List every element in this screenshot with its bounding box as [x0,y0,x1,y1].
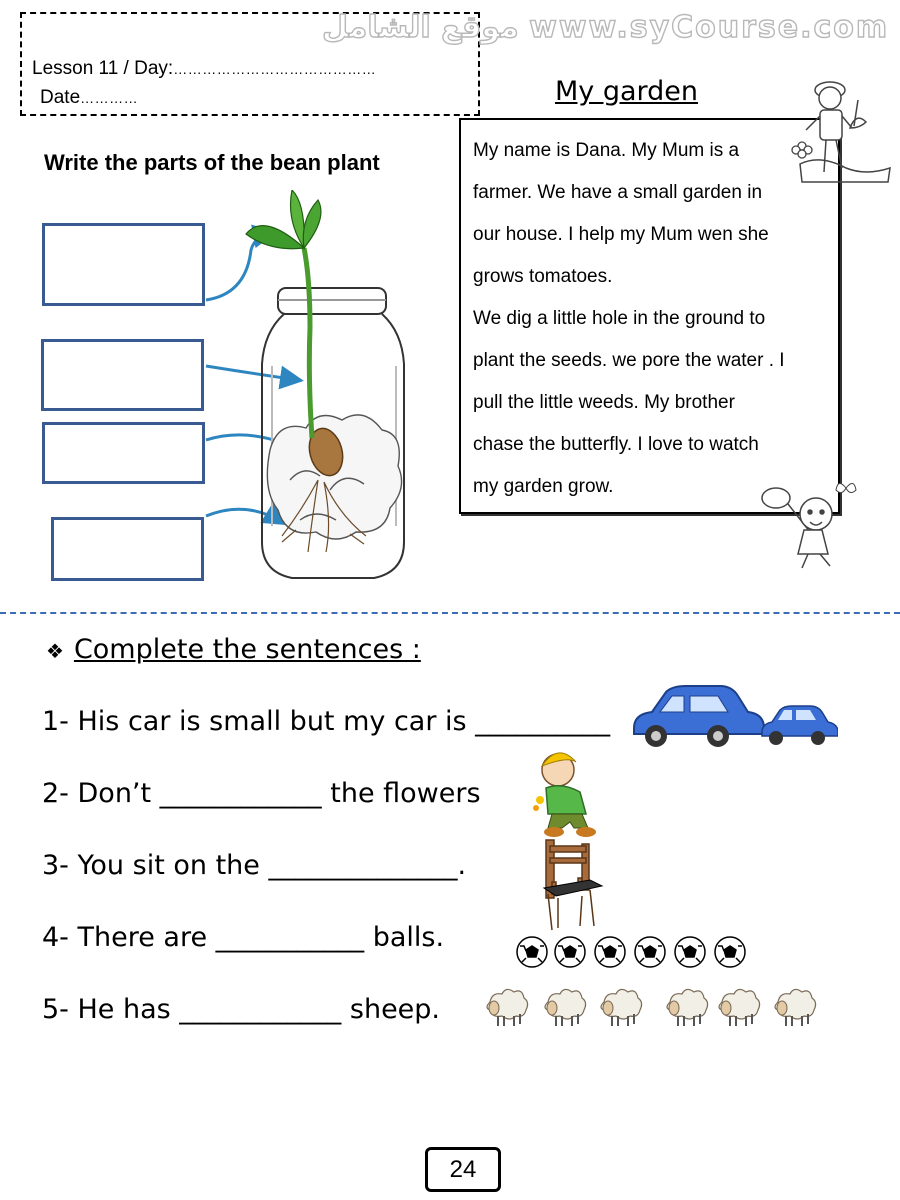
exercise-title-text: Complete the sentences : [73,634,421,665]
gardener-girl-illustration [790,68,895,186]
small-car-icon [762,706,838,745]
answer-box-root[interactable] [51,517,204,581]
date-label: Date [40,87,81,108]
exercise-title [46,634,421,665]
sentence-1[interactable]: 1- His car is small but my car is __________ [42,706,611,737]
story-line: plant the seeds. we pore the water . I [473,350,785,371]
flower-icon [533,796,544,811]
soccer-balls-illustration [512,934,752,970]
soccer-ball-icon [675,937,705,967]
diamond-bullet-icon: ❖ [46,639,64,663]
arrow-to-stem [206,366,298,380]
page-number: 24 [425,1147,501,1192]
butterfly-icon [836,483,856,492]
sheep-icon [601,989,642,1026]
soccer-ball-icon [517,937,547,967]
story-line: chase the butterfly. I love to watch [473,434,759,455]
sheep-icon [667,989,708,1026]
sentence-5[interactable]: 5- He has ____________ sheep. [42,994,441,1025]
big-car-icon [634,686,764,747]
story-line: pull the little weeds. My brother [473,392,735,413]
lesson-dots[interactable]: …………………………………… [173,61,377,77]
soccer-ball-icon [555,937,585,967]
story-title: My garden [555,76,699,107]
sentence-2[interactable]: 2- Don’t ____________ the flowers [42,778,481,809]
sentence-4[interactable]: 4- There are ___________ balls. [42,922,445,953]
sheep-icon [487,989,528,1026]
answer-box-leaf[interactable] [42,223,205,306]
boy-picking-flowers-illustration [532,748,604,840]
chair-illustration [538,838,606,934]
sentence-3[interactable]: 3- You sit on the ______________. [42,850,467,881]
answer-box-seed[interactable] [42,422,205,484]
story-line: My name is Dana. My Mum is a [473,140,740,161]
sheep-icon [775,989,816,1026]
story-text [473,130,833,508]
arrow-to-root [206,509,282,522]
flower-icon [792,142,812,158]
soccer-ball-icon [595,937,625,967]
sheep-icon [545,989,586,1026]
story-line: We dig a little hole in the ground to [473,308,766,329]
sheep-illustration [486,984,820,1032]
boy-with-net-illustration [758,472,868,572]
watermark: موقع الشامل www.syCourse.com [322,10,890,45]
soccer-ball-icon [635,937,665,967]
story-line: my garden grow. [473,476,614,497]
date-dots[interactable]: ………… [80,90,139,106]
section-divider [0,612,900,614]
bean-section-title: Write the parts of the bean plant [44,150,380,175]
lesson-label: Lesson 11 / Day: [32,58,174,79]
date-line [40,87,138,109]
bean-plant-jar-illustration [200,190,460,600]
story-line: our house. I help my Mum wen she [473,224,769,245]
story-line: farmer. We have a small garden in [473,182,763,203]
story-line: grows tomatoes. [473,266,613,287]
soccer-ball-icon [715,937,745,967]
lesson-day-line [32,58,376,80]
answer-box-stem[interactable] [41,339,204,411]
cars-illustration [628,684,838,752]
sheep-icon [719,989,760,1026]
